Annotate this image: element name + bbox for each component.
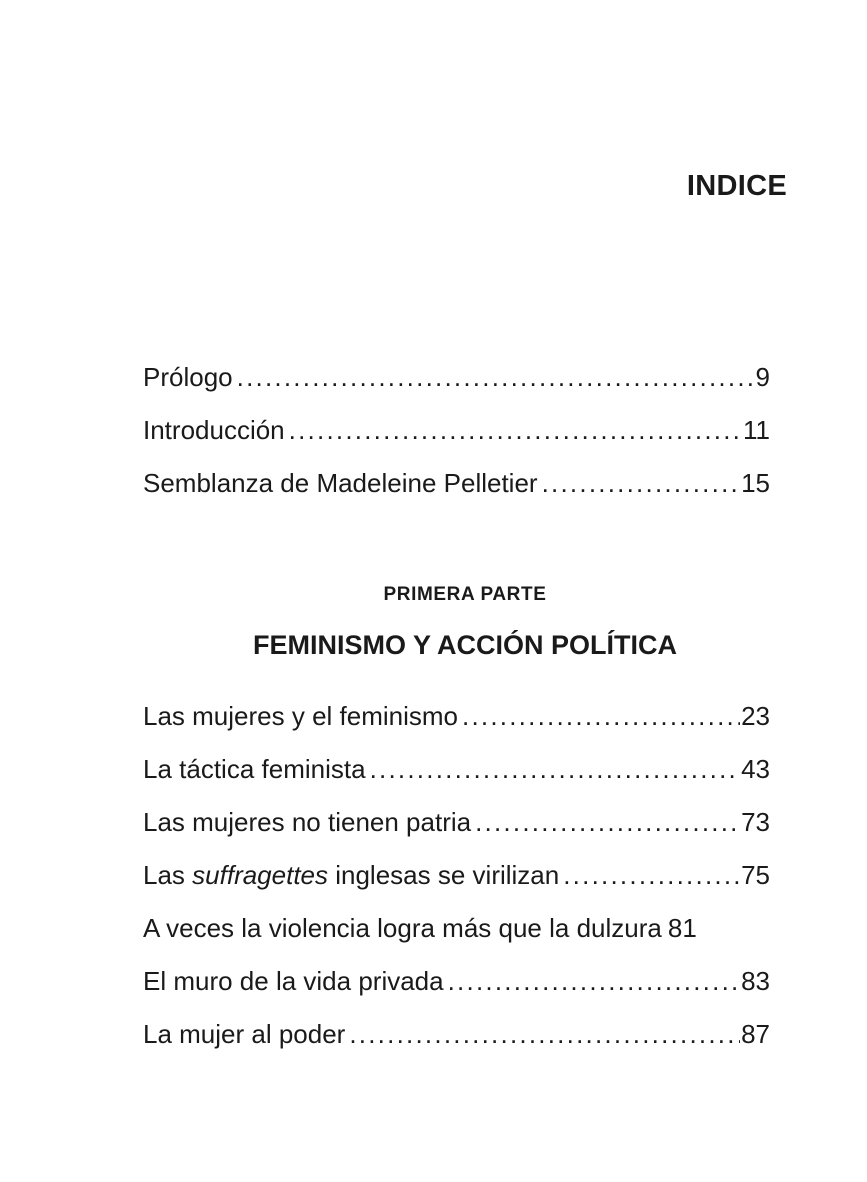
toc-entry-title: A veces la violencia logra más que la dulzura [143,913,662,943]
page-title: INDICE [686,170,787,202]
toc-entry [143,457,770,510]
toc-entry-page: 73 [741,807,770,837]
dot-leader [462,690,740,743]
toc-entry-page: 43 [741,754,770,784]
toc-entry-page: 75 [741,860,770,890]
toc-entry-title: El muro de la vida privada [143,966,444,996]
toc-entry-title [143,849,559,902]
dot-leader [475,796,740,849]
dot-leader [563,849,740,902]
toc-entry-title-italic: suffragettes [192,860,329,890]
toc-entry-page: 83 [741,966,770,996]
dot-leader [448,955,740,1008]
dot-leader [349,1008,740,1061]
toc-entry [143,1008,770,1061]
toc-entry-title-part: Las [143,860,193,890]
dot-leader [370,743,741,796]
chapter-list [143,690,770,1061]
toc-entry-page: 23 [741,701,770,731]
toc-entry [143,955,770,1008]
toc-entry-title: Semblanza de Madeleine Pelletier [143,468,538,498]
toc-entry-page: 11 [743,415,770,445]
part-title: FEMINISMO Y ACCIÓN POLÍTICA [252,630,678,660]
toc-entry [143,404,770,457]
toc-entry-title: La táctica feminista [143,754,366,784]
toc-entry-title: La mujer al poder [143,1019,346,1049]
toc-entry-title-part: inglesas se virilizan [328,860,560,890]
toc-entry-page: 15 [741,468,770,498]
toc-entry-page: 9 [755,362,770,392]
toc-entry-title: Las mujeres no tienen patria [143,807,472,837]
dot-leader [542,457,741,510]
dot-leader [289,404,742,457]
toc-entry [143,796,770,849]
toc-entry-title: Las mujeres y el feminismo [143,701,458,731]
part-label: PRIMERA PARTE [383,584,547,605]
toc-entry-page: 81 [667,913,697,943]
front-matter-list [143,351,770,510]
toc-entry-title: Introducción [143,415,285,445]
toc-entry [143,743,770,796]
toc-entry-page: 87 [741,1019,770,1049]
dot-leader [237,351,755,404]
toc-entry [143,690,770,743]
toc-entry [143,849,770,902]
toc-entry [143,351,770,404]
toc-entry-title: Prólogo [143,362,233,392]
toc-entry [143,902,770,955]
